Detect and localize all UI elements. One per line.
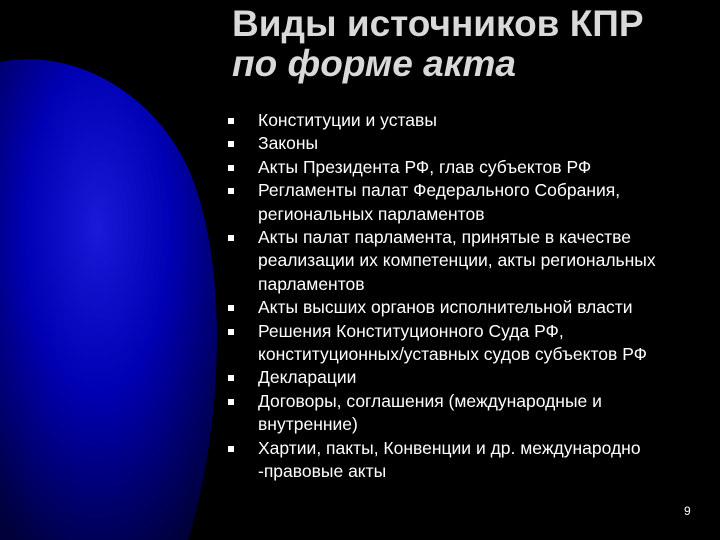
list-item-text: Акты Президента РФ, глав субъектов РФ: [258, 156, 592, 177]
source-types-list: [228, 109, 698, 484]
list-item: [228, 179, 698, 226]
square-bullet-icon: [228, 141, 234, 147]
list-item-text: Хартии, пакты, Конвенции и др. международно -правовые акты: [258, 437, 641, 482]
list-item-text: Регламенты палат Федерального Собрания, региональных парламентов: [258, 180, 621, 224]
list-item: [228, 366, 698, 389]
list-item: [228, 296, 698, 319]
title-line-1: Виды источников КПР: [232, 3, 644, 44]
title-line-2: по форме акта: [232, 43, 516, 84]
page-number: 9: [684, 504, 691, 518]
list-item-text: Акты высших органов исполнительной власти: [258, 297, 633, 318]
list-item-text: Акты палат парламента, принятые в качестве реализации их компетенции, акты региональных парламентов: [258, 227, 656, 294]
square-bullet-icon: [228, 165, 234, 171]
list-item-text: Конституции и уставы: [258, 110, 437, 130]
square-bullet-icon: [228, 305, 234, 311]
list-item-text: Договоры, соглашения (международные и внутренние): [258, 390, 602, 435]
list-item: [228, 132, 698, 155]
square-bullet-icon: [228, 188, 234, 194]
list-item: [228, 109, 698, 132]
list-item: [228, 226, 698, 296]
square-bullet-icon: [228, 235, 234, 241]
slide-title: [232, 4, 644, 84]
list-item-text: Законы: [258, 133, 319, 154]
list-item: [228, 320, 698, 367]
square-bullet-icon: [228, 399, 234, 405]
list-item: [228, 156, 698, 179]
list-item: [228, 390, 698, 437]
list-item-text: Решения Конституционного Суда РФ, конституционных/уставных судов субъектов РФ: [258, 320, 647, 365]
square-bullet-icon: [228, 329, 234, 335]
square-bullet-icon: [228, 375, 234, 381]
list-item-text: Декларации: [258, 367, 357, 388]
list-item: [228, 437, 698, 484]
square-bullet-icon: [228, 446, 234, 452]
square-bullet-icon: [228, 118, 234, 124]
